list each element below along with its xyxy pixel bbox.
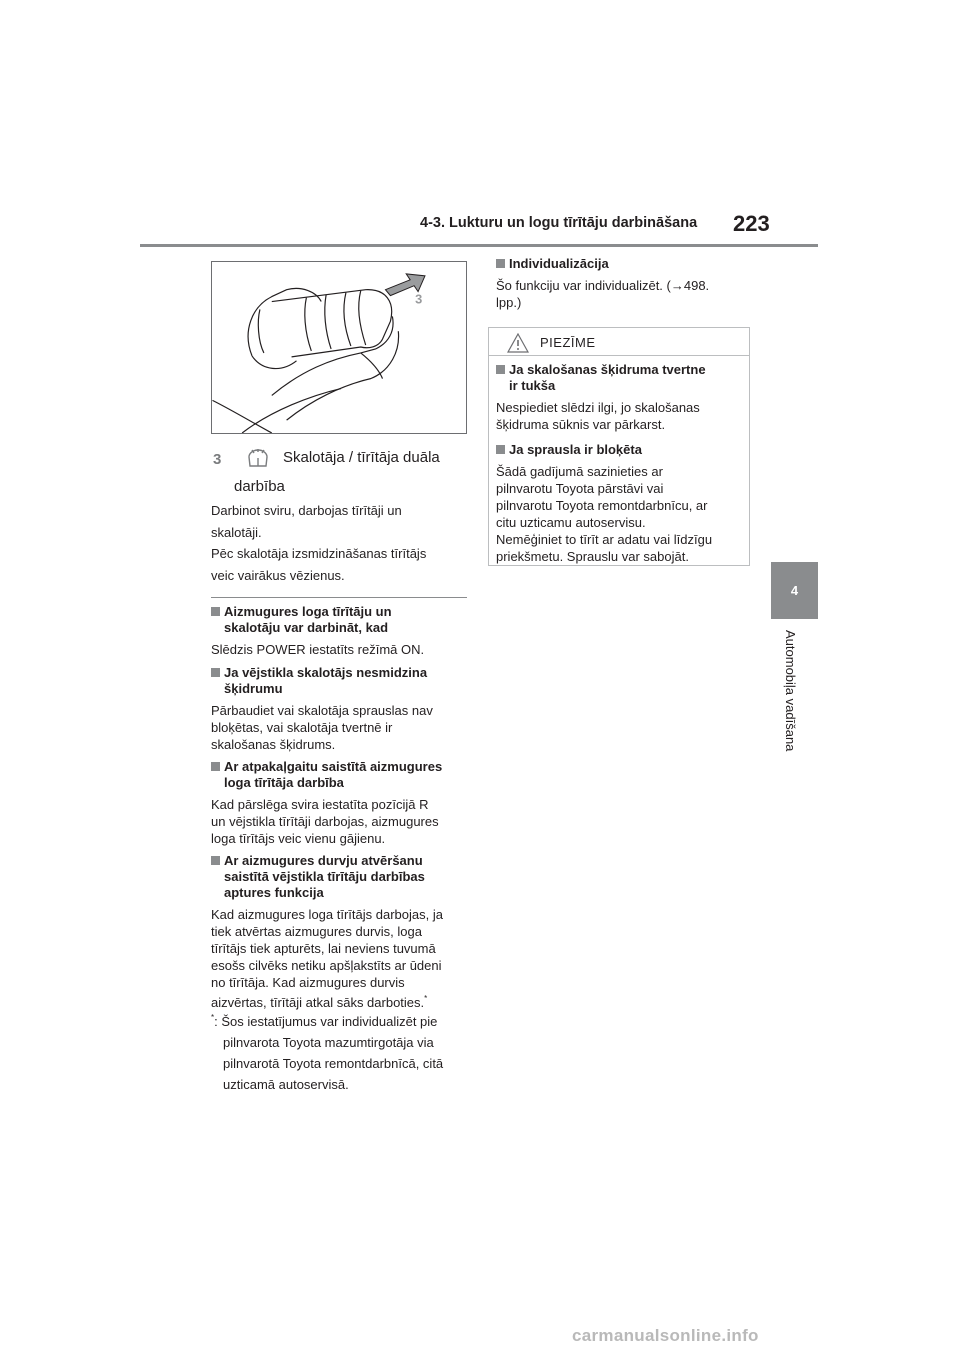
text-line: veic vairākus vēzienus.	[211, 568, 345, 583]
chapter-label: Automobiļa vadīšana	[783, 630, 798, 752]
caption-number: 3	[213, 451, 222, 468]
body-line: Nespiediet slēdzi ilgi, jo skalošanas	[496, 400, 700, 415]
bullet-square-icon	[496, 445, 505, 454]
washer-wiper-icon	[246, 447, 270, 471]
body-line: skalošanas šķidrums.	[211, 737, 336, 752]
heading-line: Ja vējstikla skalotājs nesmidzina	[224, 665, 428, 680]
body-line: tīrītājs tiek apturēts, lai neviens tuvumā	[211, 941, 436, 956]
note-body	[496, 463, 742, 565]
body-line: aizvērtas, tīrītāji atkal sāks darboties.	[211, 995, 425, 1010]
heading-line: skalotāju var darbināt, kad	[224, 620, 389, 635]
body-line-with-footnote	[211, 994, 467, 1011]
bullet-square-icon	[211, 856, 220, 865]
body-line: pilnvarotu Toyota pārstāvi vai	[496, 481, 664, 496]
heading-line: Individualizācija	[509, 256, 609, 271]
heading-line: loga tīrītāja darbība	[224, 775, 344, 790]
bullet-square-icon	[211, 668, 220, 677]
section-customization	[496, 256, 750, 311]
note-heading	[496, 362, 742, 394]
section-rear-door-stop-function	[211, 853, 467, 1011]
note-title: PIEZĪME	[540, 335, 596, 350]
section-reverse-linked-wiper	[211, 759, 467, 847]
body-line: Pārbaudiet vai skalotāja sprauslas nav	[211, 703, 433, 718]
warning-triangle-icon	[507, 333, 529, 353]
body-line: priekšmetu. Sprauslu var sabojāt.	[496, 549, 689, 564]
heading-line: Ar aizmugures durvju atvēršanu	[224, 853, 423, 868]
chapter-number: 4	[790, 583, 799, 598]
hand-on-lever-drawing	[212, 262, 466, 433]
bullet-square-icon	[211, 762, 220, 771]
section-body	[211, 796, 467, 847]
heading-line: Ja skalošanas šķidruma tvertne	[509, 362, 706, 377]
section-heading	[211, 853, 467, 901]
body-line: Kad pārslēga svira iestatīta pozīcijā R	[211, 797, 429, 812]
caption-paragraph-2	[211, 545, 467, 584]
heading-line: saistītā vējstikla tīrītāju darbības	[224, 869, 425, 884]
heading-line: Ja sprausla ir bloķēta	[509, 442, 642, 457]
section-heading	[211, 665, 467, 697]
heading-line: šķidrumu	[224, 681, 283, 696]
body-line: Kad aizmugures loga tīrītājs darbojas, ja	[211, 907, 443, 922]
section-title: 4-3. Lukturu un logu tīrītāju darbināšana	[420, 215, 698, 231]
heading-line: ir tukša	[509, 378, 556, 393]
body-line: Šo funkciju var individualizēt. (→498.	[496, 278, 710, 293]
figure-callout: 3	[415, 291, 423, 307]
bullet-square-icon	[496, 365, 505, 374]
body-line: Nemēģiniet to tīrīt ar adatu vai līdzīgu	[496, 532, 713, 547]
body-line: Šādā gadījumā sazinieties ar	[496, 464, 663, 479]
section-washer-not-spraying	[211, 665, 467, 753]
body-line: lpp.)	[496, 295, 522, 310]
bullet-square-icon	[211, 607, 220, 616]
footnote-line: : Šos iestatījumus var individualizēt pie	[214, 1014, 438, 1029]
footnote-mark: *	[424, 994, 428, 1003]
section-heading	[496, 256, 750, 272]
body-line: loga tīrītājs veic vienu gājienu.	[211, 831, 386, 846]
note-title-rule	[488, 355, 750, 356]
body-line: šķidruma sūknis var pārkarst.	[496, 417, 666, 432]
body-line: un vējstikla tīrītāji darbojas, aizmugures	[211, 814, 439, 829]
section-heading	[211, 759, 467, 791]
footnote	[211, 1013, 467, 1093]
note-body	[496, 399, 742, 433]
section-divider	[211, 597, 467, 598]
body-line: bloķētas, vai skalotāja tvertnē ir	[211, 720, 393, 735]
section-heading	[211, 604, 467, 636]
heading-line: aptures funkcija	[224, 885, 324, 900]
section-body	[211, 702, 467, 753]
body-line: Slēdzis POWER iestatīts režīmā ON.	[211, 642, 425, 657]
body-line: tiek atvērtas aizmugures durvis, loga	[211, 924, 422, 939]
heading-line: Aizmugures loga tīrītāju un	[224, 604, 392, 619]
page-number: 223	[733, 211, 770, 236]
section-body	[211, 906, 467, 1011]
heading-line: Ar atpakaļgaitu saistītā aizmugures	[224, 759, 443, 774]
chapter-tab	[771, 562, 818, 619]
caption-paragraph-1	[211, 502, 467, 541]
text-line: Pēc skalotāja izsmidzināšanas tīrītājs	[211, 546, 427, 561]
section-rear-wiper-operation	[211, 604, 467, 658]
bullet-square-icon	[496, 259, 505, 268]
section-body	[496, 277, 750, 311]
footnote-line: uzticamā autoservisā.	[223, 1077, 349, 1092]
footnote-line: pilnvarota Toyota mazumtirgotāja via	[223, 1035, 434, 1050]
caption-title: Skalotāja / tīrītāja duāla	[283, 449, 440, 466]
footnote-line: pilnvarotā Toyota remontdarbnīcā, citā	[223, 1056, 444, 1071]
footnote-mark: *	[211, 1013, 215, 1022]
caption-title-cont: darbība	[234, 478, 285, 495]
text-line: Darbinot sviru, darbojas tīrītāji un	[211, 503, 402, 518]
note-item-empty-tank	[496, 362, 742, 433]
note-item-nozzle-blocked	[496, 442, 742, 565]
watermark: carmanualsonline.info	[572, 1326, 759, 1345]
body-line: pilnvarotu Toyota remontdarbnīcu, ar	[496, 498, 708, 513]
body-line: no tīrītāja. Kad aizmugures durvis	[211, 975, 405, 990]
header-rule	[140, 244, 818, 247]
body-line: citu uzticamu autoservisu.	[496, 515, 646, 530]
body-line: esošs cilvēks netiku apšļakstīts ar ūdeni	[211, 958, 442, 973]
text-line: skalotāji.	[211, 525, 262, 540]
wiper-lever-illustration	[211, 261, 467, 434]
note-heading	[496, 442, 742, 458]
